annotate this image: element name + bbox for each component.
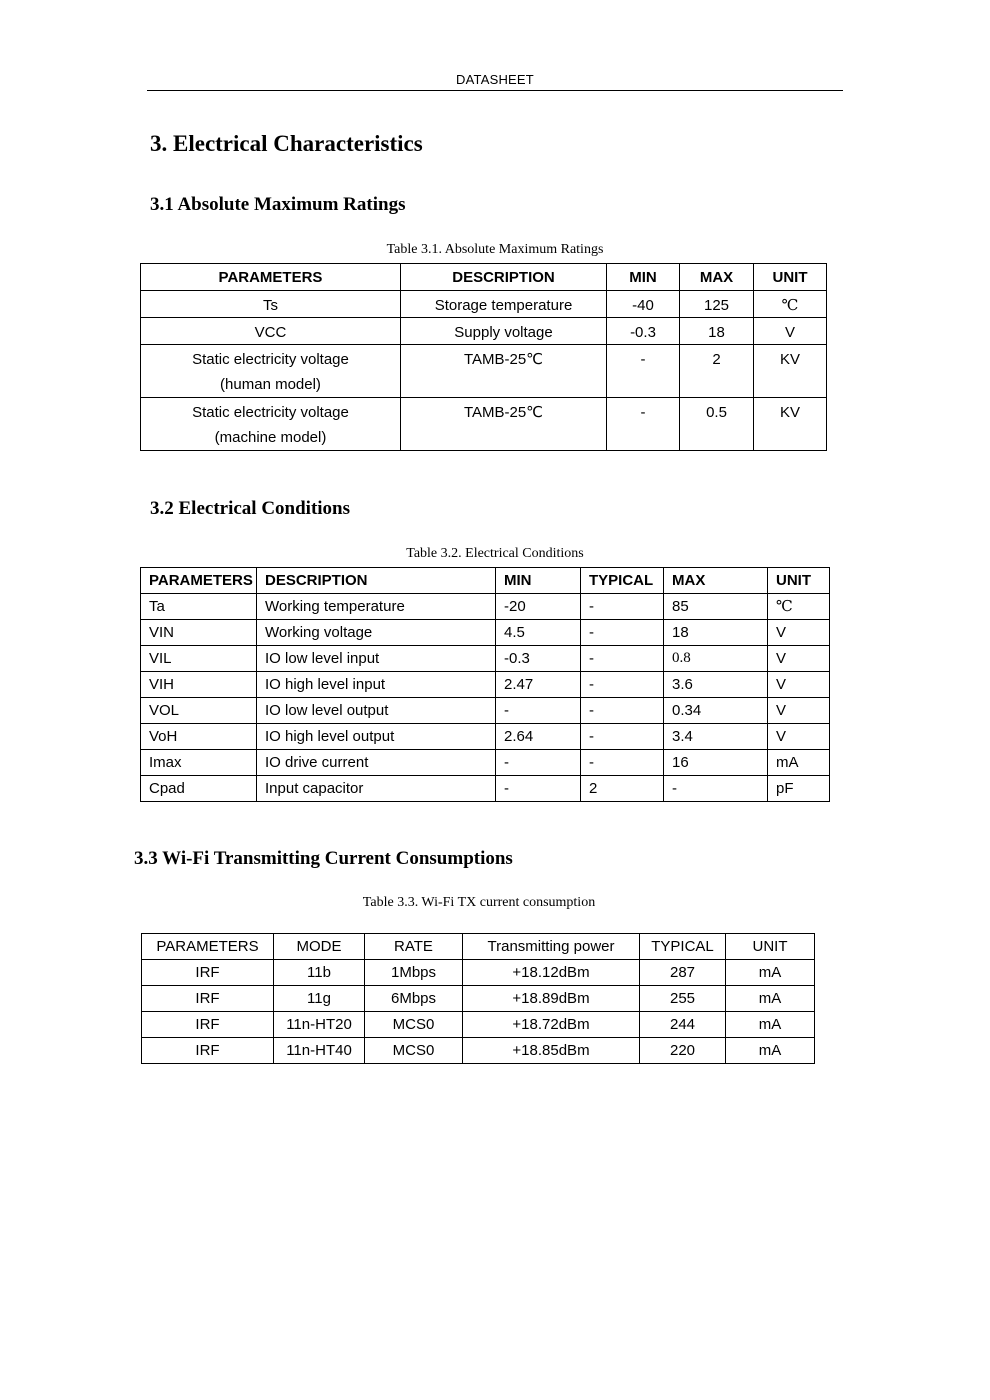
cell-unit: V xyxy=(768,672,830,698)
cell-description: Working voltage xyxy=(257,620,496,646)
cell-typical: 287 xyxy=(640,960,726,986)
table-header-row xyxy=(141,264,827,291)
cell-unit: ℃ xyxy=(754,291,827,318)
cell-typical: - xyxy=(581,672,664,698)
cell-unit: V xyxy=(768,620,830,646)
table-row xyxy=(141,620,830,646)
cell-unit: KV xyxy=(754,398,827,451)
table-row xyxy=(141,776,830,802)
cell-description: Input capacitor xyxy=(257,776,496,802)
cell-typical: 2 xyxy=(581,776,664,802)
cell-description: TAMB-25℃ xyxy=(401,345,607,398)
cell-parameter: VCC xyxy=(141,318,401,345)
cell-min: 2.64 xyxy=(496,724,581,750)
cell-unit: KV xyxy=(754,345,827,398)
cell-unit: mA xyxy=(768,750,830,776)
cell-parameter: Imax xyxy=(141,750,257,776)
column-header: TYPICAL xyxy=(640,934,726,960)
cell-min: -0.3 xyxy=(607,318,680,345)
table-row xyxy=(142,986,815,1012)
column-header: MIN xyxy=(496,568,581,594)
cell-parameter: Ts xyxy=(141,291,401,318)
table-row xyxy=(141,672,830,698)
parameter-line: (machine model) xyxy=(214,429,327,446)
column-header: PARAMETERS xyxy=(141,264,401,291)
header-rule xyxy=(147,90,843,91)
cell-typical: - xyxy=(581,594,664,620)
cell-min: 2.47 xyxy=(496,672,581,698)
cell-parameter: VIN xyxy=(141,620,257,646)
cell-parameter: VIL xyxy=(141,646,257,672)
cell-parameter xyxy=(141,398,401,451)
cell-unit: mA xyxy=(726,986,815,1012)
cell-parameter: VIH xyxy=(141,672,257,698)
ec-caption: Table 3.2. Electrical Conditions xyxy=(406,546,584,561)
cell-max: 18 xyxy=(680,318,754,345)
cell-description: IO high level output xyxy=(257,724,496,750)
cell-parameter: VOL xyxy=(141,698,257,724)
cell-typical: - xyxy=(581,750,664,776)
table-row xyxy=(141,594,830,620)
cell-typical: - xyxy=(581,620,664,646)
cell-unit: pF xyxy=(768,776,830,802)
cell-max: 2 xyxy=(680,345,754,398)
cell-description: Supply voltage xyxy=(401,318,607,345)
cell-min: -0.3 xyxy=(496,646,581,672)
cell-description: IO low level output xyxy=(257,698,496,724)
column-header: MAX xyxy=(680,264,754,291)
cell-max: 3.4 xyxy=(664,724,768,750)
cell-max: - xyxy=(664,776,768,802)
column-header: Transmitting power xyxy=(463,934,640,960)
cell-parameter: Ta xyxy=(141,594,257,620)
cell-parameter: IRF xyxy=(142,1038,274,1064)
cell-min: -40 xyxy=(607,291,680,318)
column-header: UNIT xyxy=(726,934,815,960)
cell-unit: V xyxy=(768,698,830,724)
cell-typical: - xyxy=(581,724,664,750)
parameter-line: (human model) xyxy=(220,376,321,393)
table-row xyxy=(142,1012,815,1038)
cell-max: 125 xyxy=(680,291,754,318)
cell-unit: mA xyxy=(726,1012,815,1038)
table-row xyxy=(141,318,827,345)
table-row xyxy=(142,960,815,986)
page-header: DATASHEET xyxy=(456,72,534,87)
ec-heading: 3.2 Electrical Conditions xyxy=(150,498,351,519)
cell-description: Storage temperature xyxy=(401,291,607,318)
cell-tx-power: +18.12dBm xyxy=(463,960,640,986)
cell-parameter xyxy=(141,345,401,398)
amr-heading: 3.1 Absolute Maximum Ratings xyxy=(150,194,406,215)
cell-mode: 11b xyxy=(274,960,365,986)
column-header: DESCRIPTION xyxy=(401,264,607,291)
amr-caption: Table 3.1. Absolute Maximum Ratings xyxy=(386,242,604,257)
cell-max: 85 xyxy=(664,594,768,620)
column-header: RATE xyxy=(365,934,463,960)
cell-max: 3.6 xyxy=(664,672,768,698)
parameter-line: Static electricity voltage xyxy=(192,404,349,421)
table-header-row xyxy=(142,934,815,960)
column-header: MODE xyxy=(274,934,365,960)
section-title: 3. Electrical Characteristics xyxy=(150,131,423,156)
cell-rate: MCS0 xyxy=(365,1012,463,1038)
cell-parameter: Cpad xyxy=(141,776,257,802)
cell-max: 0.8 xyxy=(664,646,768,672)
parameter-line: Static electricity voltage xyxy=(192,351,349,368)
column-header: PARAMETERS xyxy=(142,934,274,960)
cell-min: - xyxy=(496,750,581,776)
cell-tx-power: +18.89dBm xyxy=(463,986,640,1012)
cell-max: 18 xyxy=(664,620,768,646)
table-row xyxy=(141,646,830,672)
table-row xyxy=(142,1038,815,1064)
cell-description: IO low level input xyxy=(257,646,496,672)
table-row xyxy=(141,398,827,451)
cell-typical: - xyxy=(581,698,664,724)
table-row xyxy=(141,291,827,318)
cell-max: 16 xyxy=(664,750,768,776)
cell-unit: mA xyxy=(726,1038,815,1064)
cell-mode: 11n-HT40 xyxy=(274,1038,365,1064)
cell-rate: MCS0 xyxy=(365,1038,463,1064)
wifi-caption: Table 3.3. Wi-Fi TX current consumption xyxy=(362,895,596,910)
column-header: DESCRIPTION xyxy=(257,568,496,594)
table-row xyxy=(141,750,830,776)
cell-typical: - xyxy=(581,646,664,672)
cell-min: - xyxy=(496,698,581,724)
cell-description: TAMB-25℃ xyxy=(401,398,607,451)
cell-unit: V xyxy=(754,318,827,345)
cell-min: - xyxy=(607,345,680,398)
column-header: UNIT xyxy=(768,568,830,594)
cell-min: 4.5 xyxy=(496,620,581,646)
cell-mode: 11g xyxy=(274,986,365,1012)
cell-description: IO high level input xyxy=(257,672,496,698)
cell-typical: 244 xyxy=(640,1012,726,1038)
table-row xyxy=(141,345,827,398)
cell-unit: V xyxy=(768,724,830,750)
table-row xyxy=(141,724,830,750)
wifi-heading: 3.3 Wi-Fi Transmitting Current Consumptions xyxy=(134,848,513,869)
cell-min: - xyxy=(607,398,680,451)
cell-description: IO drive current xyxy=(257,750,496,776)
cell-description: Working temperature xyxy=(257,594,496,620)
cell-parameter: IRF xyxy=(142,1012,274,1038)
cell-tx-power: +18.85dBm xyxy=(463,1038,640,1064)
wifi-table xyxy=(141,933,815,1064)
cell-parameter: VoH xyxy=(141,724,257,750)
cell-min: - xyxy=(496,776,581,802)
cell-typical: 220 xyxy=(640,1038,726,1064)
cell-rate: 1Mbps xyxy=(365,960,463,986)
ec-table xyxy=(140,567,830,802)
cell-unit: mA xyxy=(726,960,815,986)
column-header: TYPICAL xyxy=(581,568,664,594)
amr-table xyxy=(140,263,827,451)
cell-parameter: IRF xyxy=(142,960,274,986)
cell-unit: ℃ xyxy=(768,594,830,620)
cell-typical: 255 xyxy=(640,986,726,1012)
column-header: MAX xyxy=(664,568,768,594)
cell-rate: 6Mbps xyxy=(365,986,463,1012)
cell-max: 0.34 xyxy=(664,698,768,724)
column-header: MIN xyxy=(607,264,680,291)
cell-parameter: IRF xyxy=(142,986,274,1012)
table-row xyxy=(141,698,830,724)
cell-max: 0.5 xyxy=(680,398,754,451)
cell-min: -20 xyxy=(496,594,581,620)
table-header-row xyxy=(141,568,830,594)
cell-mode: 11n-HT20 xyxy=(274,1012,365,1038)
cell-tx-power: +18.72dBm xyxy=(463,1012,640,1038)
column-header: UNIT xyxy=(754,264,827,291)
cell-unit: V xyxy=(768,646,830,672)
column-header: PARAMETERS xyxy=(141,568,257,594)
